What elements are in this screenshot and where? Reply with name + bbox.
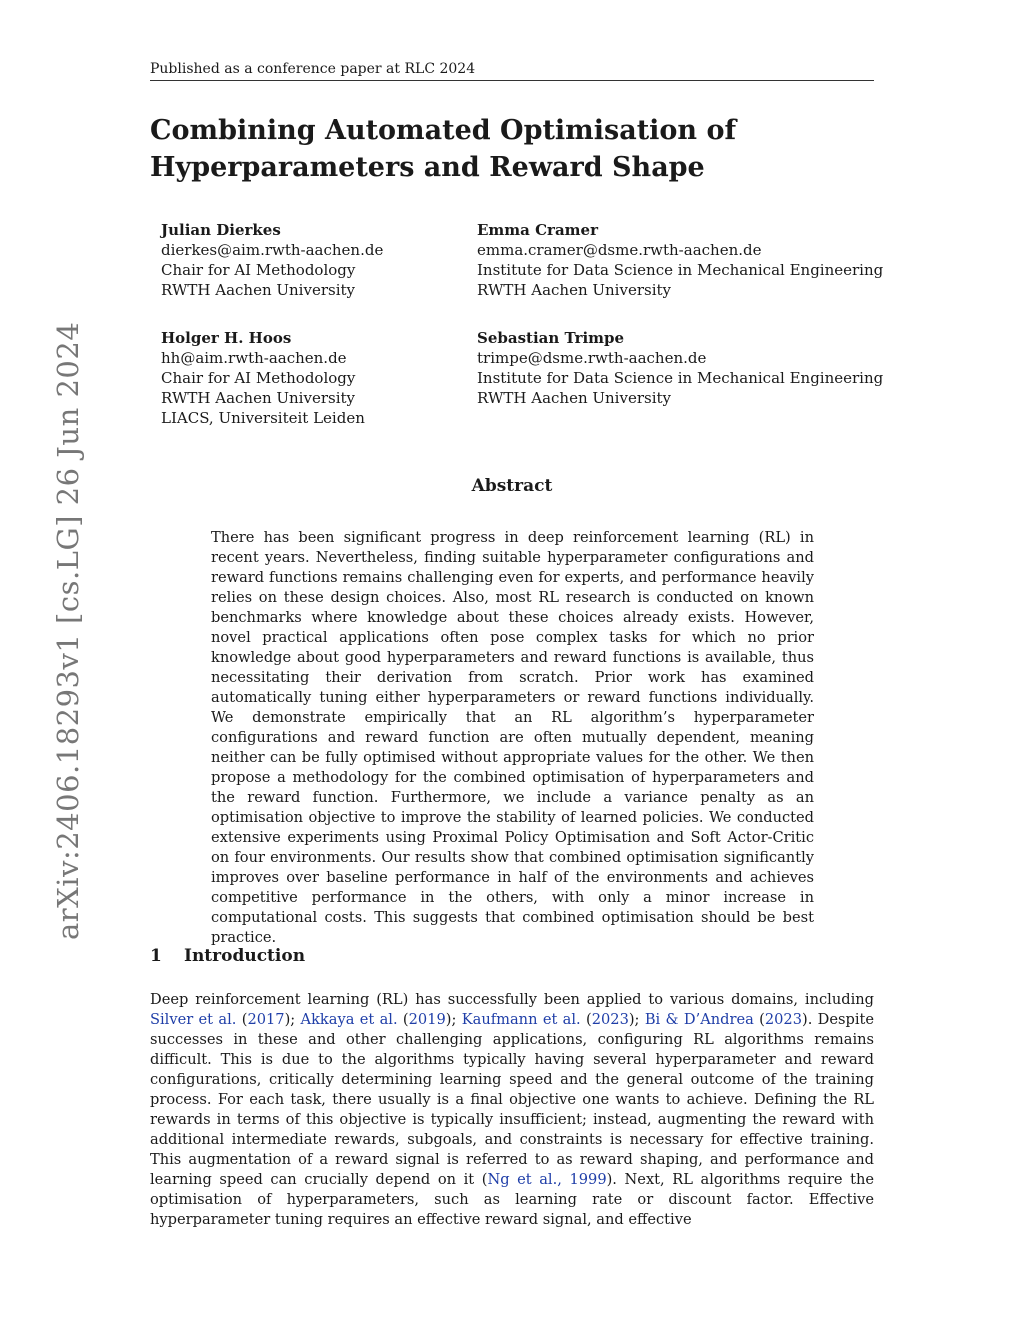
author-affiliation: Institute for Data Science in Mechanical Engineering <box>477 261 884 279</box>
section-heading <box>150 946 305 966</box>
citation-year-link[interactable]: 2023 <box>764 1011 802 1028</box>
author-name: Julian Dierkes <box>161 221 281 239</box>
citation-year-link[interactable]: 2017 <box>247 1011 285 1028</box>
body-text: ). Next, RL algorithms require the optimisation of hyperparameters, such as learning rate or discount factor. Effective hyperparameter tuning requires an effective reward signal, and effective <box>150 1171 874 1228</box>
author-name: Emma Cramer <box>477 221 598 239</box>
author-block <box>161 220 383 300</box>
author-affiliation: LIACS, Universiteit Leiden <box>161 409 365 427</box>
author-block <box>477 220 883 300</box>
body-text: ( <box>397 1011 409 1028</box>
paper-title <box>150 112 874 186</box>
body-text: ); <box>628 1011 645 1028</box>
author-block <box>161 328 365 428</box>
author-affiliation: Chair for AI Methodology <box>161 261 356 279</box>
citation-link[interactable]: Ng et al., 1999 <box>487 1171 607 1188</box>
introduction-paragraph <box>150 990 874 1230</box>
author-block <box>477 328 883 408</box>
author-affiliation: Institute for Data Science in Mechanical Engineering <box>477 369 884 387</box>
citation-link[interactable]: Silver et al. <box>150 1011 237 1028</box>
title-line-2: Hyperparameters and Reward Shape <box>150 152 705 183</box>
body-text: ( <box>236 1011 248 1028</box>
author-email[interactable]: hh@aim.rwth-aachen.de <box>161 349 347 367</box>
author-name: Sebastian Trimpe <box>477 329 625 347</box>
abstract-heading: Abstract <box>471 476 553 496</box>
author-affiliation: Chair for AI Methodology <box>161 369 356 387</box>
body-text: ( <box>580 1011 592 1028</box>
arxiv-identifier: arXiv:2406.18293v1 [cs.LG] 26 Jun 2024 <box>51 321 85 940</box>
body-text: ( <box>753 1011 765 1028</box>
body-text: ). Despite successes in these and other challenging applications, configuring RL algorithms remains difficult. This is due to the algorithms typically having several hyperparameter and reward configurations, critically determining learning speed and the general outcome of the training process. For each task, there usually is a final objective one wants to achieve. Defining the RL rewards in terms of this objective is typically insufficient; instead, augmenting the reward with additional intermediate rewards, subgoals, and constraints is necessary for effective training. This augmentation of a reward signal is referred to as reward shaping, and performance and learning speed can crucially depend on it ( <box>150 1011 875 1188</box>
author-name: Holger H. Hoos <box>161 329 292 347</box>
section-number: 1 <box>150 946 162 966</box>
citation-link[interactable]: Kaufmann et al. <box>461 1011 581 1028</box>
author-email[interactable]: emma.cramer@dsme.rwth-aachen.de <box>477 241 762 259</box>
title-line-1: Combining Automated Optimisation of <box>150 115 737 146</box>
body-text: ); <box>445 1011 462 1028</box>
citation-link[interactable]: Bi & D’Andrea <box>644 1011 754 1028</box>
author-email[interactable]: dierkes@aim.rwth-aachen.de <box>161 241 384 259</box>
citation-link[interactable]: Akkaya et al. <box>300 1011 398 1028</box>
body-text: ); <box>284 1011 301 1028</box>
author-affiliation: RWTH Aachen University <box>161 389 355 407</box>
author-affiliation: RWTH Aachen University <box>477 281 671 299</box>
citation-year-link[interactable]: 2023 <box>591 1011 629 1028</box>
body-text: Deep reinforcement learning (RL) has successfully been applied to various domains, including <box>150 991 874 1008</box>
author-affiliation: RWTH Aachen University <box>477 389 671 407</box>
running-header: Published as a conference paper at RLC 2024 <box>150 60 874 81</box>
citation-year-link[interactable]: 2019 <box>408 1011 446 1028</box>
abstract-text: There has been significant progress in deep reinforcement learning (RL) in recent years. Nevertheless, finding suitable hyperparameter configurations and reward functions remains challenging even for experts, and performance heavily relies on these design choices. Also, most RL research is conducted on known benchmarks where knowledge about these choices already exists. However, novel practical applications often pose complex tasks for which no prior knowledge about good hyperparameters and reward functions is available, thus necessitating their derivation from scratch. Prior work has examined automatically tuning either hyperparameters or reward functions individually. We demonstrate empirically that an RL algorithm’s hyperparameter configurations and reward function are often mutually dependent, meaning neither can be fully optimised without appropriate values for the other. We then propose a methodology for the combined optimisation of hyperparameters and the reward function. Furthermore, we include a variance penalty as an optimisation objective to improve the stability of learned policies. We conducted extensive experiments using Proximal Policy Optimisation and Soft Actor-Critic on four environments. Our results show that combined optimisation significantly improves over baseline performance in half of the environments and achieves competitive performance in the others, with only a minor increase in computational costs. This suggests that combined optimisation should be best practice. <box>211 529 814 946</box>
author-email[interactable]: trimpe@dsme.rwth-aachen.de <box>477 349 707 367</box>
section-title: Introduction <box>184 946 306 966</box>
author-affiliation: RWTH Aachen University <box>161 281 355 299</box>
